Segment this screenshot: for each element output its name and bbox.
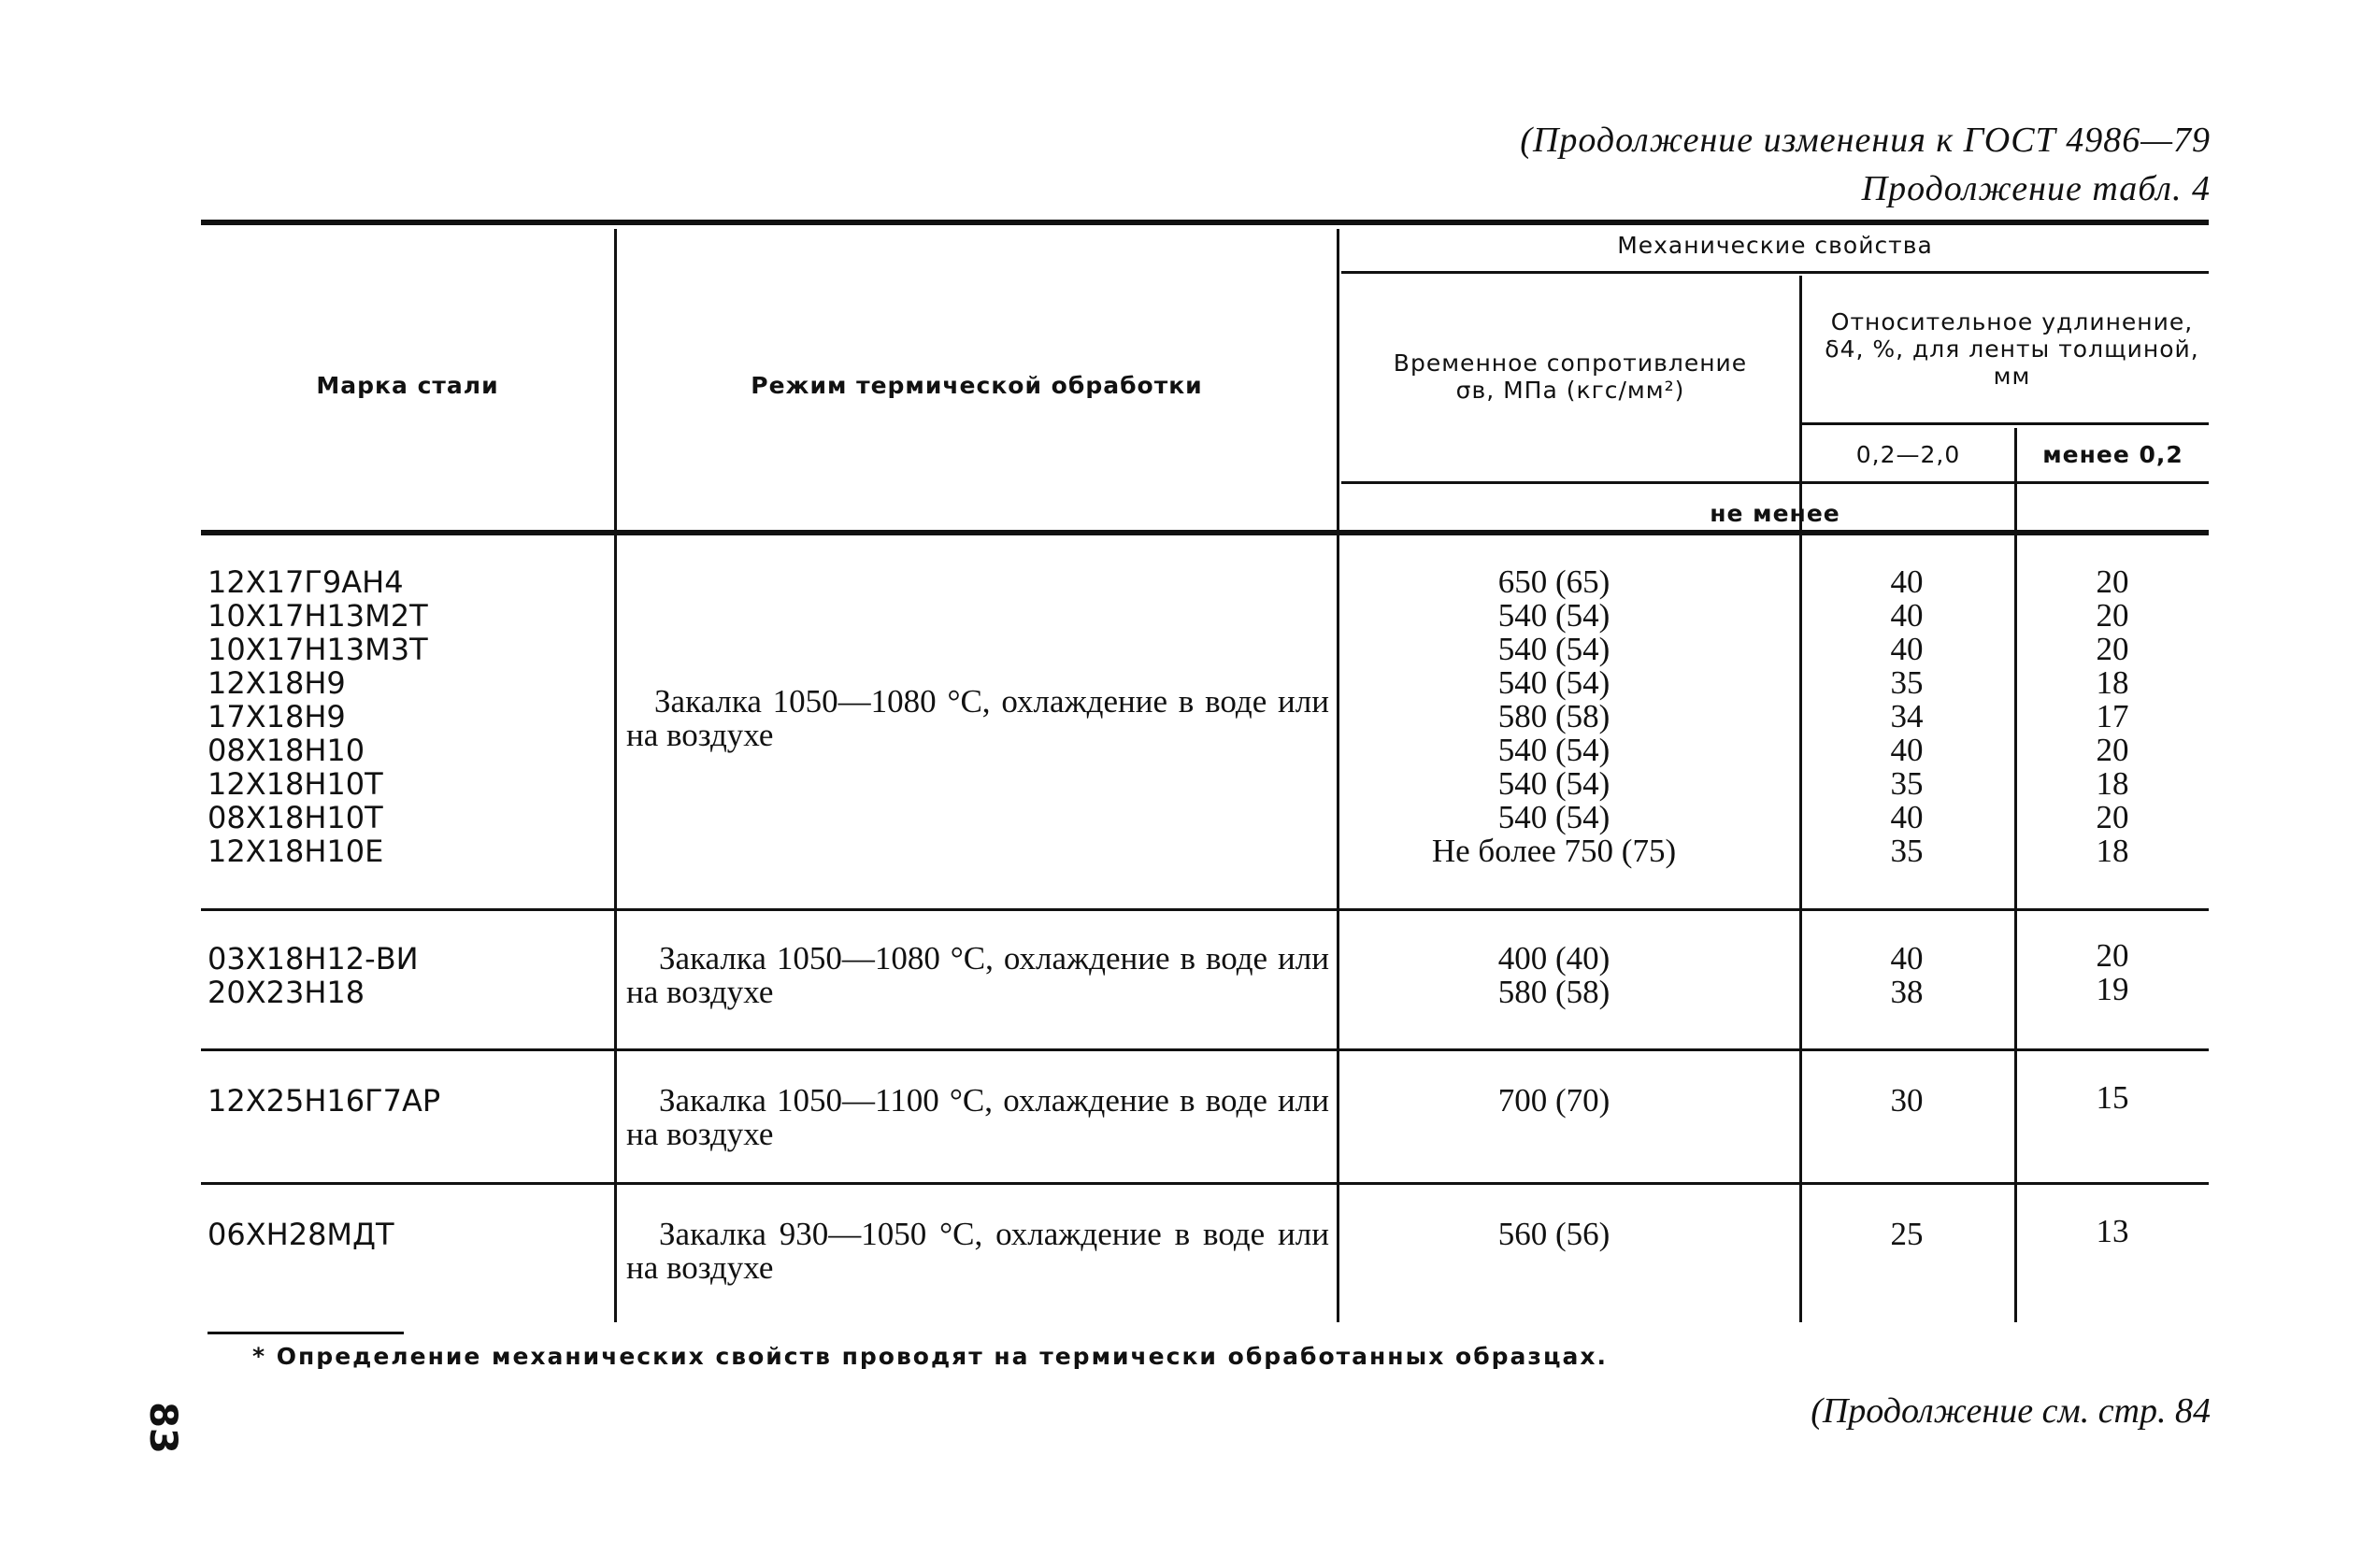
tensile-value: 540 (54) xyxy=(1497,664,1610,701)
footnote: * Определение механических свойств проводят на термически обработанных образцах. xyxy=(252,1343,1608,1370)
tensile-value: 540 (54) xyxy=(1497,799,1610,835)
tensile-value: 540 (54) xyxy=(1497,765,1610,802)
group-4-mode: Закалка 930—1050 °С, охлаждение в воде или на воздухе xyxy=(626,1216,1329,1286)
elong-value: 18 xyxy=(2096,765,2129,802)
elong-value: 19 xyxy=(2096,971,2129,1007)
group-2-mode: Закалка 1050—1080 °С, охлаждение в воде или на воздухе xyxy=(626,940,1329,1010)
group-rule-2 xyxy=(201,1048,2209,1051)
grade: 12Х18Н10Т xyxy=(208,766,383,802)
group-2-elong-thick xyxy=(1804,942,2010,1009)
tensile-value: 580 (58) xyxy=(1497,974,1610,1010)
elong-value: 20 xyxy=(2096,631,2129,667)
tensile-value: 540 (54) xyxy=(1497,631,1610,667)
elong-value: 34 xyxy=(1890,698,1924,734)
elong-value: 40 xyxy=(1890,732,1924,768)
elong-value: 38 xyxy=(1890,974,1924,1010)
group-2-tensile xyxy=(1341,942,1767,1009)
grade: 08Х18Н10 xyxy=(208,733,365,768)
grade: 20Х23Н18 xyxy=(208,975,365,1010)
header-bottom-rule xyxy=(201,530,2209,535)
tensile-value: 540 (54) xyxy=(1497,597,1610,634)
group-4-elong-thin xyxy=(2019,1215,2206,1248)
elong-value: 35 xyxy=(1890,765,1924,802)
header-elong-thin: менее 0,2 xyxy=(2042,441,2183,468)
group-rule-3 xyxy=(201,1182,2209,1185)
group-4-elong-thick xyxy=(1804,1218,2010,1251)
elong-header-rule xyxy=(1802,422,2209,425)
elong-value: 40 xyxy=(1890,940,1924,976)
col-divider-2 xyxy=(1337,229,1339,1322)
grade: 12Х25Н16Г7АР xyxy=(208,1083,441,1119)
elong-value: 20 xyxy=(2096,937,2129,974)
group-3-elong-thin xyxy=(2019,1081,2206,1115)
elong-value: 13 xyxy=(2096,1213,2129,1249)
group-1-mode: Закалка 1050—1080 °С, охлаждение в воде или на воздухе xyxy=(626,683,1329,753)
grade: 06ХН28МДТ xyxy=(208,1217,394,1252)
table-continuation-title: Продолжение табл. 4 xyxy=(1861,169,2211,208)
elong-value: 17 xyxy=(2096,698,2129,734)
elong-value: 40 xyxy=(1890,631,1924,667)
header-grade: Марка стали xyxy=(316,372,499,399)
group-1-elong-thin xyxy=(2019,565,2206,868)
elong-value: 25 xyxy=(1890,1216,1924,1252)
elong-value: 20 xyxy=(2096,563,2129,600)
group-4-tensile xyxy=(1341,1218,1767,1251)
grade: 03Х18Н12-ВИ xyxy=(208,941,419,976)
group-3-tensile xyxy=(1341,1084,1767,1118)
table-top-rule xyxy=(201,220,2209,225)
tensile-value: 580 (58) xyxy=(1497,698,1610,734)
group-2-grades xyxy=(208,942,419,1009)
tensile-value: 700 (70) xyxy=(1497,1082,1610,1119)
tensile-value: 650 (65) xyxy=(1497,563,1610,600)
grade: 10Х17Н13М3Т xyxy=(208,632,428,667)
elong-value: 18 xyxy=(2096,664,2129,701)
grade: 10Х17Н13М2Т xyxy=(208,598,428,634)
grade: 12Х18Н9 xyxy=(208,665,346,701)
elong-value: 35 xyxy=(1890,833,1924,869)
group-rule-1 xyxy=(201,908,2209,911)
elong-value: 40 xyxy=(1890,563,1924,600)
header-tensile: Временное сопротивление σв, МПа (кгс/мм²) xyxy=(1393,349,1748,404)
grade: 12Х18Н10Е xyxy=(208,834,384,869)
document-header: (Продолжение изменения к ГОСТ 4986—79 xyxy=(1520,121,2211,160)
group-1-elong-thick xyxy=(1804,565,2010,868)
header-mechanical: Механические свойства xyxy=(1617,232,1933,259)
col-divider-3 xyxy=(1799,276,1802,1322)
tensile-value: 540 (54) xyxy=(1497,732,1610,768)
group-3-elong-thick xyxy=(1804,1084,2010,1118)
group-3-mode: Закалка 1050—1100 °С, охлаждение в воде или на воздухе xyxy=(626,1082,1329,1152)
group-2-elong-thin xyxy=(2019,939,2206,1006)
page-number: 83 xyxy=(140,1402,184,1454)
elong-value: 15 xyxy=(2096,1079,2129,1116)
group-1-tensile xyxy=(1341,565,1767,868)
group-4-grades xyxy=(208,1218,394,1251)
header-mode: Режим термической обработки xyxy=(751,372,1203,399)
tensile-value: 400 (40) xyxy=(1497,940,1610,976)
elong-value: 40 xyxy=(1890,597,1924,634)
footnote-rule xyxy=(208,1332,404,1334)
group-1-grades xyxy=(208,565,428,868)
elong-value: 18 xyxy=(2096,833,2129,869)
group-3-grades xyxy=(208,1084,440,1118)
continuation-note: (Продолжение см. стр. 84 xyxy=(1811,1391,2211,1431)
grade: 08Х18Н10Т xyxy=(208,800,383,835)
header-min: не менее xyxy=(1710,500,1840,527)
tensile-value: Не более 750 (75) xyxy=(1431,833,1677,869)
mech-header-rule xyxy=(1341,271,2209,274)
col-divider-4 xyxy=(2014,428,2017,1322)
tensile-value: 560 (56) xyxy=(1497,1216,1610,1252)
elong-value: 40 xyxy=(1890,799,1924,835)
grade: 17Х18Н9 xyxy=(208,699,346,734)
elong-value: 20 xyxy=(2096,597,2129,634)
elong-value: 35 xyxy=(1890,664,1924,701)
header-elongation: Относительное удлинение, δ4, %, для ленты толщиной, мм xyxy=(1825,308,2199,390)
header-elong-thick: 0,2—2,0 xyxy=(1855,441,1961,468)
elong-value: 20 xyxy=(2096,799,2129,835)
units-header-rule xyxy=(1341,481,2209,484)
grade: 12Х17Г9АН4 xyxy=(208,564,404,600)
elong-value: 20 xyxy=(2096,732,2129,768)
elong-value: 30 xyxy=(1890,1082,1924,1119)
